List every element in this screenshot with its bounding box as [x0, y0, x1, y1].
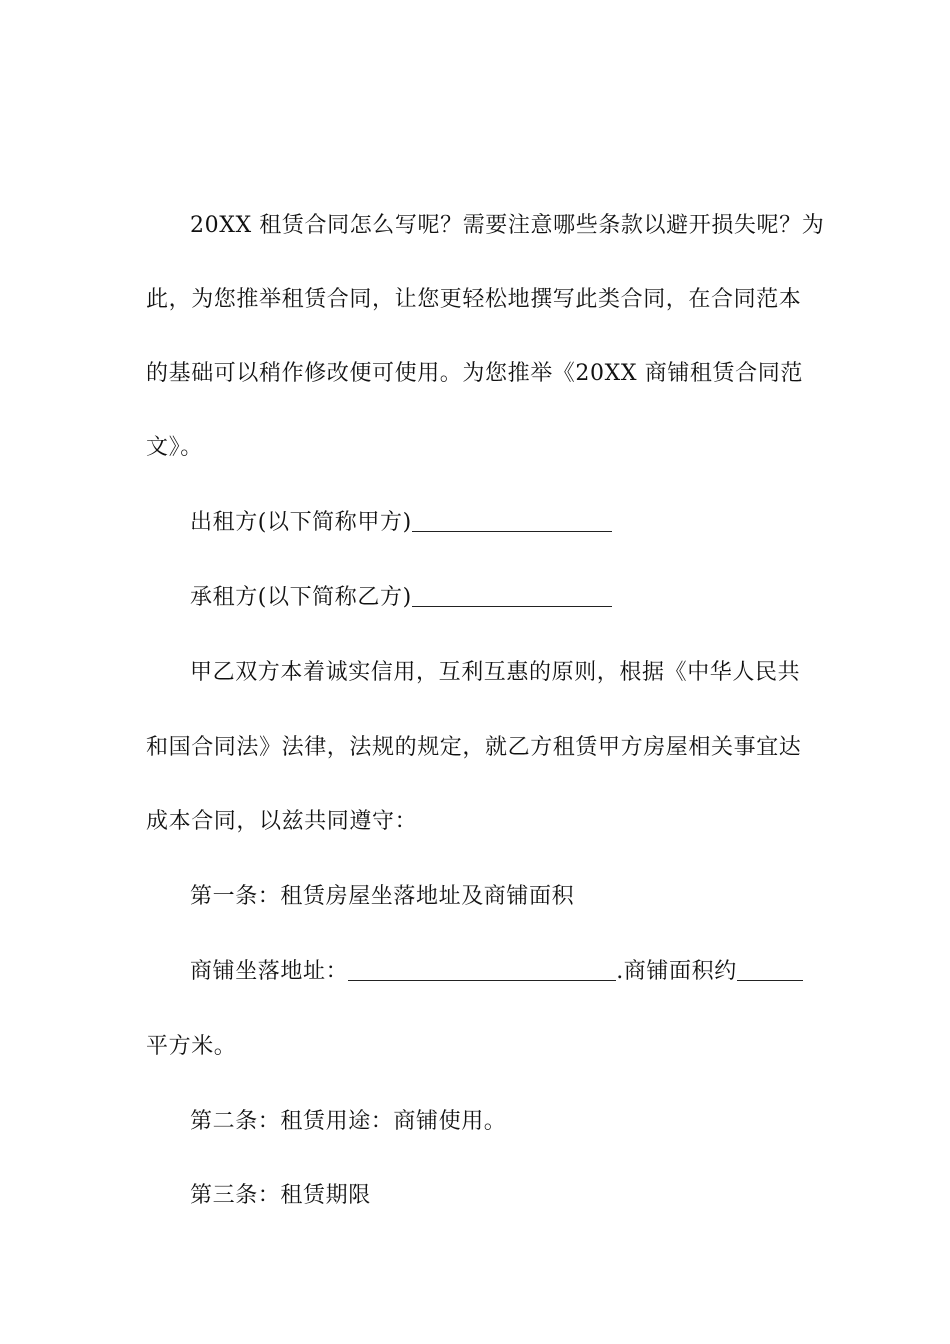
area-unit: 平方米。 [146, 1034, 237, 1059]
lessee-line [190, 583, 612, 613]
intro-line-3: 的基础可以稍作修改便可使用。为您推举《20XX 商铺租赁合同范 [146, 361, 803, 386]
lessor-blank [412, 509, 612, 532]
intro-line-1: 20XX 租赁合同怎么写呢？需要注意哪些条款以避开损失呢？为 [190, 213, 825, 238]
preamble-line-2: 和国合同法》法律，法规的规定，就乙方租赁甲方房屋相关事宜达 [146, 735, 802, 760]
intro-line-2: 此，为您推举租赁合同，让您更轻松地撰写此类合同，在合同范本 [146, 287, 802, 312]
area-blank [737, 958, 803, 981]
address-blank [348, 958, 616, 981]
lessor-line [190, 508, 612, 538]
preamble-line-3: 成本合同，以兹共同遵守： [146, 809, 418, 834]
lessee-blank [412, 584, 612, 607]
article2-title: 第二条：租赁用途：商铺使用。 [190, 1109, 507, 1134]
preamble-line-1: 甲乙双方本着诚实信用，互利互惠的原则，根据《中华人民共 [190, 660, 801, 685]
lessee-label: 承租方(以下简称乙方) [190, 585, 412, 610]
address-label: 商铺坐落地址： [190, 959, 349, 984]
lessor-label: 出租方(以下简称甲方) [190, 510, 412, 535]
intro-line-4: 文》。 [146, 435, 203, 460]
article1-title: 第一条：租赁房屋坐落地址及商铺面积 [190, 884, 575, 909]
area-label: .商铺面积约 [616, 959, 737, 984]
address-line [190, 957, 803, 987]
article3-title: 第三条：租赁期限 [190, 1183, 371, 1208]
